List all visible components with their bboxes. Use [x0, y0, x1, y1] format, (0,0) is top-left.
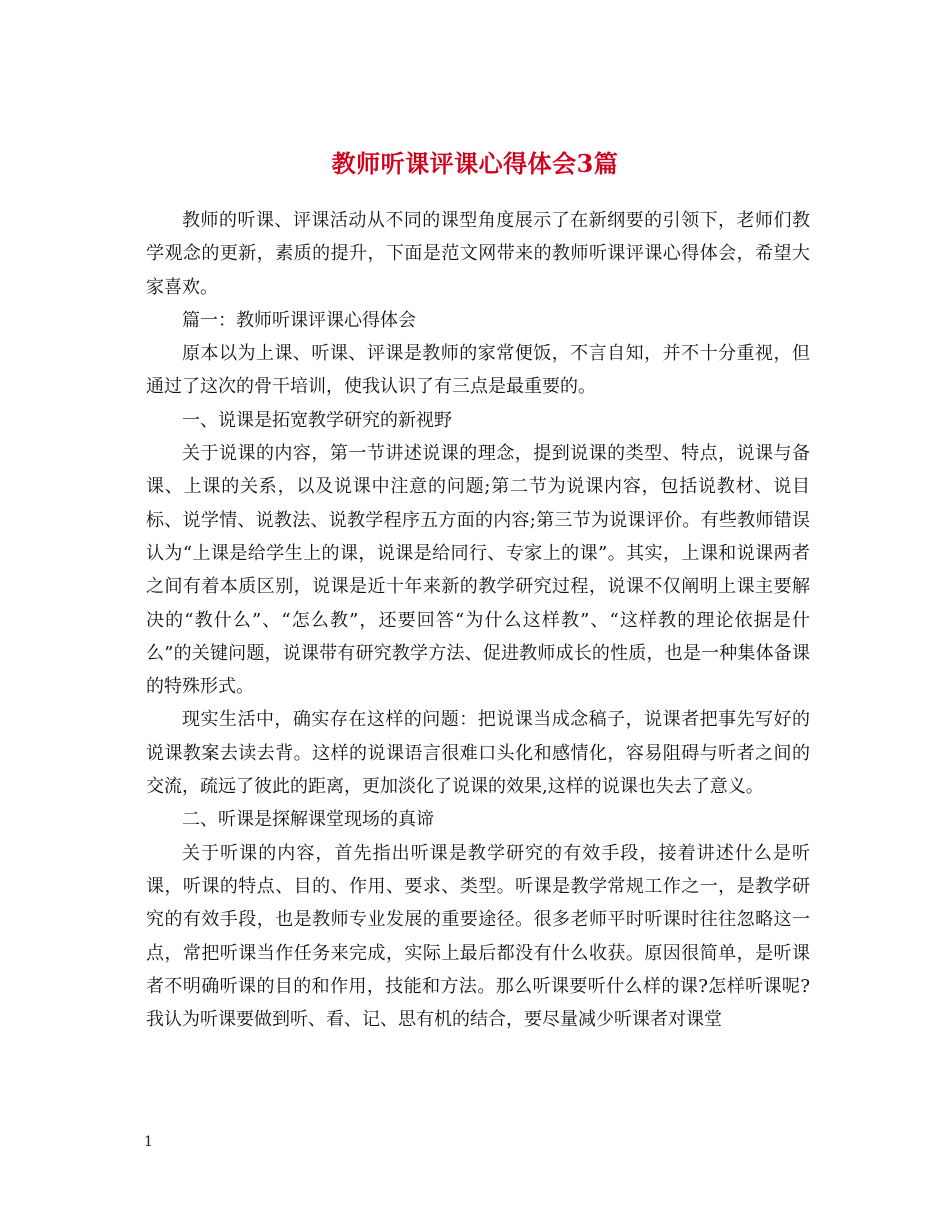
- paragraph: 关于听课的内容，首先指出听课是教学研究的有效手段，接着讲述什么是听课，听课的特点、目的、作用、要求、类型。听课是教学常规工作之一，是教学研究的有效手段，也是教师专业发展的重要途径。很多老师平时听课时往往忽略这一点，常把听课当作任务来完成，实际上最后都没有什么收获。原因很简单，是听课者不明确听课的目的和作用，技能和方法。那么听课要听什么样的课?怎样听课呢?我认为听课要做到听、看、记、思有机的结合，要尽量减少听课者对课堂: [146, 842, 810, 1031]
- paragraph-intro: 教师的听课、评课活动从不同的课型角度展示了在新纲要的引领下，老师们教学观念的更新，素质的提升，下面是范文网带来的教师听课评课心得体会，希望大家喜欢。: [146, 210, 810, 298]
- paragraph: 关于说课的内容，第一节讲述说课的理念，提到说课的类型、特点，说课与备课、上课的关系，以及说课中注意的问题;第二节为说课内容，包括说教材、说目标、说学情、说教法、说教学程序五方面的内容;第三节为说课评价。有些教师错误认为“上课是给学生上的课，说课是给同行、专家上的课”。其实，上课和说课两者之间有着本质区别，说课是近十年来新的教学研究过程，说课不仅阐明上课主要解决的“教什么”、“怎么教”，还要回答“为什么这样教”、“这样教的理论依据是什么”的关键问题，说课带有研究教学方法、促进教师成长的性质，也是一种集体备课的特殊形式。: [146, 443, 810, 698]
- paragraph: 原本以为上课、听课、评课是教师的家常便饭，不言自知，并不十分重视，但通过了这次的骨干培训，使我认识了有三点是最重要的。: [146, 343, 810, 398]
- subheading-listening-course: 二、听课是探解课堂现场的真谛: [182, 809, 434, 831]
- document-title: 教师听课评课心得体会3篇: [331, 149, 619, 179]
- page-number: 1: [144, 1134, 153, 1150]
- subheading-lecture-course: 一、说课是拓宽教学研究的新视野: [182, 409, 452, 431]
- paragraph: 现实生活中，确实存在这样的问题：把说课当成念稿子，说课者把事先写好的说课教案去读去背。这样的说课语言很难口头化和感情化，容易阻碍与听者之间的交流，疏远了彼此的距离，更加淡化了说课的效果,这样的说课也失去了意义。: [146, 709, 810, 798]
- section-heading-part-one: 篇一：教师听课评课心得体会: [182, 309, 416, 331]
- document-body: [146, 204, 810, 1036]
